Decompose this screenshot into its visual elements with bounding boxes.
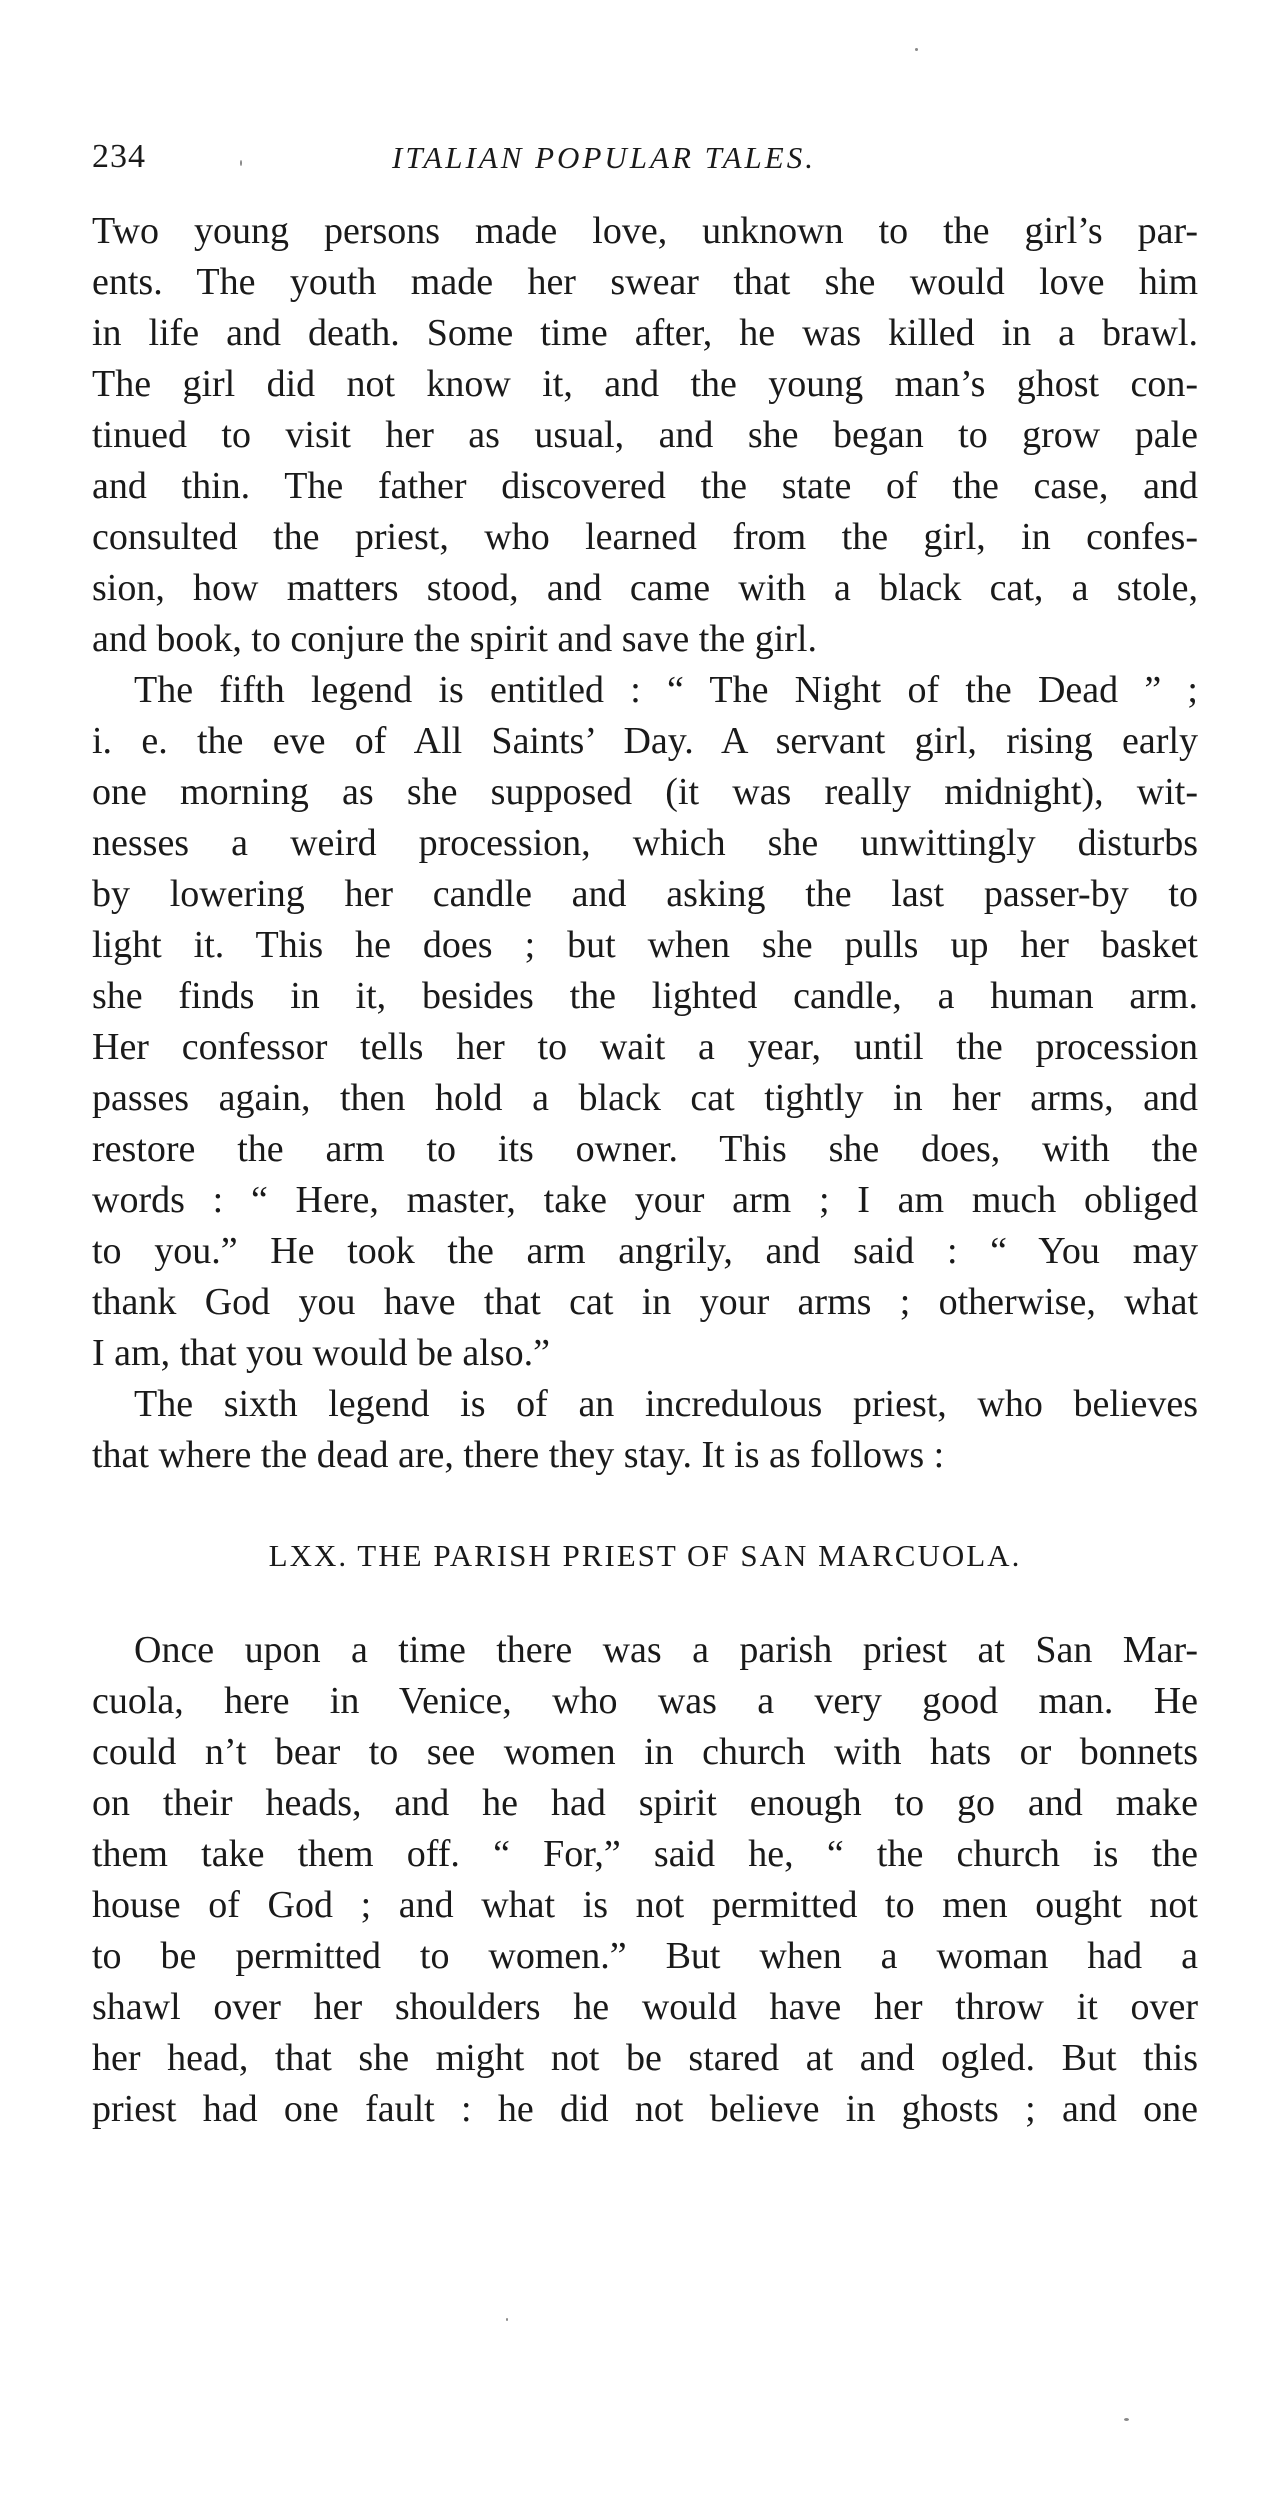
text-line: that where the dead are, there they stay. It is as follows : <box>92 1434 945 1476</box>
text-line: Her confessor tells her to wait a year, until the procession <box>92 1026 1198 1068</box>
text-line: tinued to visit her as usual, and she began to grow pale <box>92 414 1198 456</box>
text-line: passes again, then hold a black cat tightly in her arms, and <box>92 1077 1198 1119</box>
text-line: could n’t bear to see women in church with hats or bonnets <box>92 1731 1198 1773</box>
text-line: them take them off. “ For,” said he, “ the church is the <box>92 1833 1198 1875</box>
text-line: cuola, here in Venice, who was a very good man. He <box>92 1680 1198 1722</box>
text-line: consulted the priest, who learned from the girl, in confes- <box>92 516 1198 558</box>
text-line: one morning as she supposed (it was really midnight), wit- <box>92 771 1198 813</box>
running-title: ITALIAN POPULAR TALES. <box>392 140 816 175</box>
text-line: i. e. the eve of All Saints’ Day. A servant girl, rising early <box>92 720 1198 762</box>
text-line: ents. The youth made her swear that she would love him <box>92 261 1198 303</box>
text-line: I am, that you would be also.” <box>92 1332 551 1374</box>
paragraph-san-marcuola <box>92 1625 1198 2135</box>
paragraph-sixth-legend <box>92 1379 1198 1481</box>
text-line: in life and death. Some time after, he was killed in a brawl. <box>92 312 1198 354</box>
text-line: house of God ; and what is not permitted to men ought not <box>92 1884 1198 1926</box>
text-line: priest had one fault : he did not believe in ghosts ; and one <box>92 2088 1198 2130</box>
text-line: Two young persons made love, unknown to the girl’s par- <box>92 210 1198 252</box>
text-line: her head, that she might not be stared at and ogled. But this <box>92 2037 1198 2079</box>
text-line: sion, how matters stood, and came with a black cat, a stole, <box>92 567 1198 609</box>
text-line: thank God you have that cat in your arms ; otherwise, what <box>92 1281 1198 1323</box>
scan-speck <box>240 160 242 166</box>
paragraph-night-of-the-dead <box>92 665 1198 1379</box>
text-line: restore the arm to its owner. This she does, with the <box>92 1128 1198 1170</box>
text-line: by lowering her candle and asking the last passer-by to <box>92 873 1198 915</box>
text-line: nesses a weird procession, which she unwittingly disturbs <box>92 822 1198 864</box>
text-line: The girl did not know it, and the young man’s ghost con- <box>92 363 1198 405</box>
text-line: to you.” He took the arm angrily, and said : “ You may <box>92 1230 1198 1272</box>
text-line: The fifth legend is entitled : “ The Night of the Dead ” ; <box>134 669 1198 711</box>
scan-speck <box>506 2318 508 2321</box>
text-line: and book, to conjure the spirit and save the girl. <box>92 618 817 660</box>
text-line: words : “ Here, master, take your arm ; I am much obliged <box>92 1179 1198 1221</box>
text-line: she finds in it, besides the lighted candle, a human arm. <box>92 975 1198 1017</box>
text-line: to be permitted to women.” But when a woman had a <box>92 1935 1198 1977</box>
page-header <box>92 138 1198 188</box>
page-number: 234 <box>92 138 146 175</box>
scan-speck <box>1124 2418 1129 2421</box>
text-line: and thin. The father discovered the state of the case, and <box>92 465 1198 507</box>
paragraph-ghost-lover <box>92 206 1198 665</box>
text-line: light it. This he does ; but when she pulls up her basket <box>92 924 1198 966</box>
text-line: The sixth legend is of an incredulous priest, who believes <box>134 1383 1198 1425</box>
scan-speck <box>915 48 918 51</box>
text-line: on their heads, and he had spirit enough to go and make <box>92 1782 1198 1824</box>
section-title: LXX. THE PARISH PRIEST OF SAN MARCUOLA. <box>268 1538 1022 1573</box>
text-line: Once upon a time there was a parish priest at San Mar- <box>134 1629 1198 1671</box>
text-line: shawl over her shoulders he would have her throw it over <box>92 1986 1198 2028</box>
